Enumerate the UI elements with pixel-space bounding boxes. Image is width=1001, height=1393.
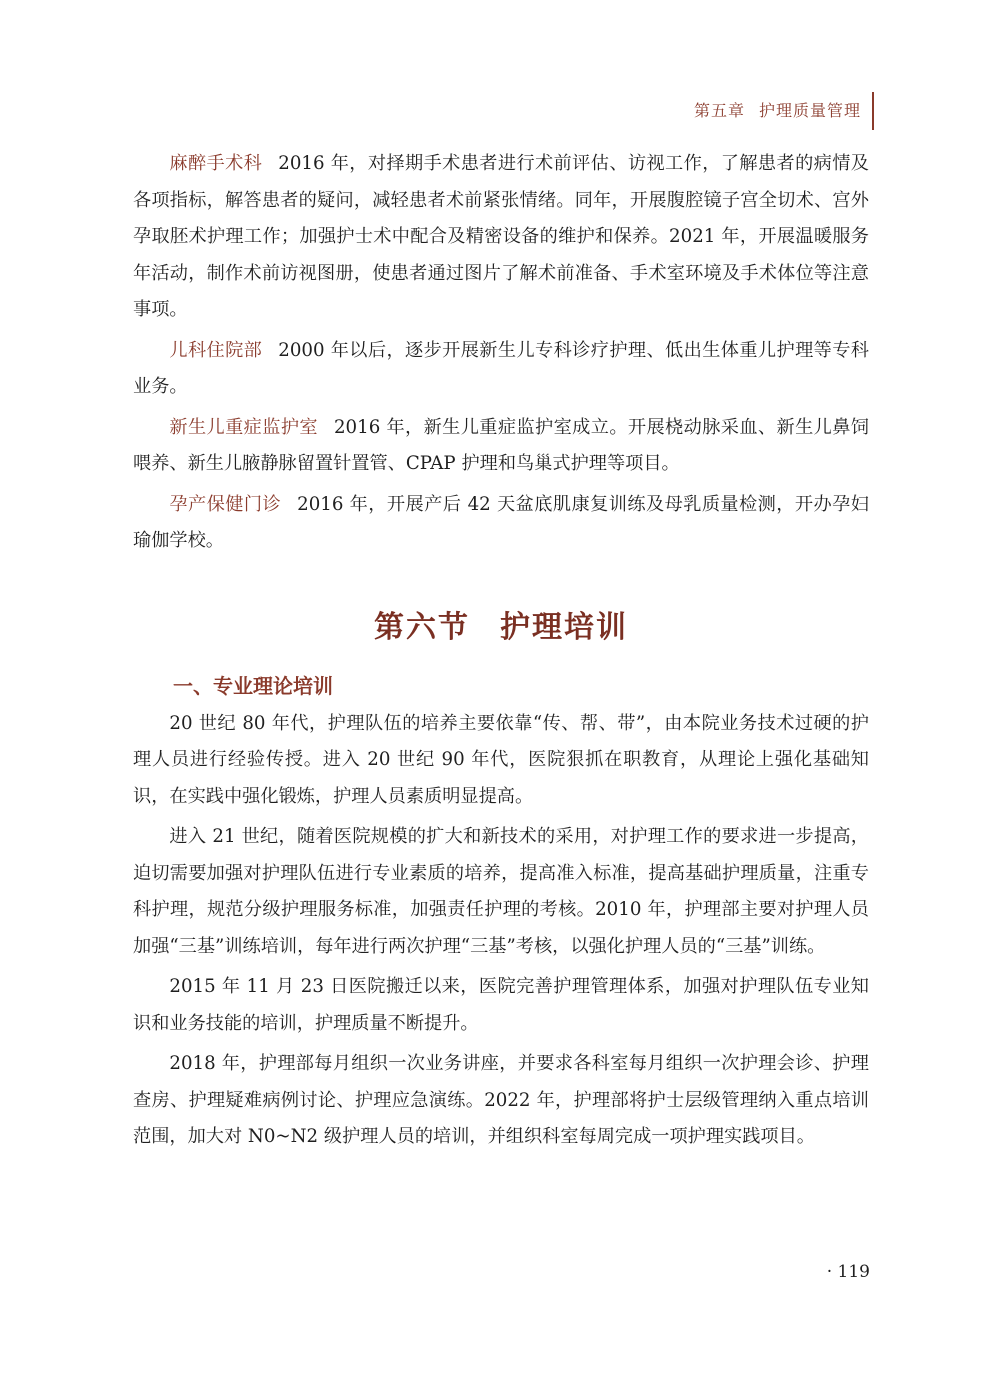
- body-paragraph: 20 世纪 80 年代，护理队伍的培养主要依靠“传、帮、带”，由本院业务技术过硬的护理人员进行经验传授。进入 20 世纪 90 年代，医院狠抓在职教育，从理论上强化基础知识，在实践中强化锻炼，护理人员素质明显提高。: [133, 712, 869, 807]
- paragraph-text: 2016 年，对择期手术患者进行术前评估、访视工作，了解患者的病情及各项指标，解答患者的疑问，减轻患者术前紧张情绪。同年，开展腹腔镜子宫全切术、宫外孕取胚术护理工作；加强护士术中配合及精密设备的维护和保养。2021 年，开展温暖服务年活动，制作术前访视图册，使患者通过图片了解术前准备、手术室环境及手术体位等注意事项。: [133, 153, 869, 320]
- paragraph-nicu: [133, 410, 869, 483]
- paragraph-lead: 孕产保健门诊: [169, 493, 282, 515]
- subsection-title: 一、专业理论培训: [173, 673, 333, 698]
- running-head: [694, 98, 861, 121]
- paragraph-lead: 麻醉手术科: [169, 153, 263, 174]
- body-paragraph: 2015 年 11 月 23 日医院搬迁以来，医院完善护理管理体系，加强对护理队伍专业知识和业务技能的培训，护理质量不断提升。: [133, 976, 869, 1034]
- paragraph-text: 2016 年，新生儿重症监护室成立。开展桡动脉采血、新生儿鼻饲喂养、新生儿腋静脉留置针置管、CPAP 护理和鸟巢式护理等项目。: [133, 416, 869, 474]
- running-head-chapter: 第五章: [693, 101, 745, 120]
- paragraph-maternal-clinic: [133, 487, 869, 560]
- paragraph-anesthesia: [133, 146, 869, 329]
- body-paragraph: 进入 21 世纪，随着医院规模的扩大和新技术的采用，对护理工作的要求进一步提高，迫切需要加强对护理队伍进行专业素质的培养，提高准入标准，提高基础护理质量，注重专科护理，规范分级护理服务标准，加强责任护理的考核。2010 年，护理部主要对护理人员加强“三基”训练培训，每年进行两次护理“三基”考核，以强化护理人员的“三基”训练。: [133, 826, 869, 957]
- body-paragraph: 2018 年，护理部每月组织一次业务讲座，并要求各科室每月组织一次护理会诊、护理查房、护理疑难病例讨论、护理应急演练。2022 年，护理部将护士层级管理纳入重点培训范围，加大对 N0~N2 级护理人员的培训，并组织科室每周完成一项护理实践项目。: [133, 1053, 869, 1147]
- running-head-rule: [872, 92, 874, 130]
- section-title: [133, 602, 869, 646]
- page-number: · 119: [826, 1262, 870, 1282]
- page-content: [133, 146, 869, 1160]
- paragraph-pediatrics: [133, 333, 869, 406]
- paragraph-lead: 新生儿重症监护室: [169, 416, 318, 438]
- running-head-title: 护理质量管理: [758, 101, 861, 120]
- paragraph-text: 2000 年以后，逐步开展新生儿专科诊疗护理、低出生体重儿护理等专科业务。: [133, 339, 869, 397]
- section-name: 护理培训: [500, 609, 628, 645]
- section-number: 第六节: [374, 609, 470, 645]
- paragraph-lead: 儿科住院部: [169, 339, 263, 361]
- paragraph-text: 2016 年，开展产后 42 天盆底肌康复训练及母乳质量检测，开办孕妇瑜伽学校。: [133, 493, 869, 551]
